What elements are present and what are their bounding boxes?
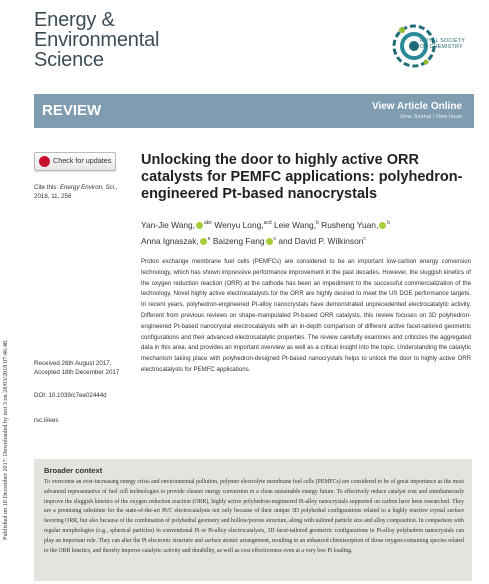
affiliation-marker: e [207,235,211,242]
orcid-icon[interactable] [200,238,207,245]
download-stamp: Published on 18 December 2017. Downloaded by test 3 on 28/03/2018 07:46:48. [2,339,9,540]
check-updates-label: Check for updates [53,156,112,165]
affiliation-marker: b [387,220,391,226]
author-name: Anna Ignaszak, [141,235,199,246]
section-label: REVIEW [42,102,102,119]
journal-title-line: Energy & [34,9,115,31]
orcid-icon[interactable] [379,222,386,229]
author-name: Baizeng Fang [212,235,265,246]
author-name: Rusheng Yuan, [321,219,379,230]
orcid-icon[interactable] [266,238,273,245]
updates-icon [39,156,50,167]
check-for-updates-button[interactable] [34,152,116,171]
journal-issue-links[interactable]: View Journal | View Issue [399,114,462,120]
author-list [141,216,461,248]
broader-context-box [34,459,472,581]
author-name: Yan-Jie Wang, [141,219,195,230]
orcid-icon[interactable] [196,222,203,229]
affiliation-marker: abc [204,220,213,226]
received-dates: Received 26th August 2017, Accepted 18th December 2017 [34,360,120,376]
section-header-bar [34,94,474,128]
publisher-name: ROYAL SOCIETY OF CHEMISTRY [420,38,466,50]
abstract-text: Proton exchange membrane fuel cells (PEMFCs) are considered to be an important low-carbon energy conversion technology, which has shown impressive performance improvement in the past decades. However, the sluggish kinetics of the oxygen reduction reaction (ORR) at the cathode has been an impediment to the successful commercialization of the technology. Novel highly active electrocatalysts for the ORR are highly desired to meet the US DOE performance targets. In recent years, polyhedron-engineered Pt-alloy nanocrystals have demonstrated unprecedented electrocatalytic activity. Different from previous reviews on shape-manipulated Pt-based ORR catalysts, this review focuses on 3D polyhedron-engineered Pt-based nanocrystal electrocatalysts with an in-depth comparison of different active facet-tailored geometric configurations and their advanced electrocatalytic properties. The review carefully examines and criticizes the aggregated data in this area, and provides an important overview as well as a critical insight into the topic. Understanding the catalytic mechanism taking place with polyhedron-designed Pt-based nanocrystals helps to unlock the door to highly active ORR electrocatalysts for PEMFC applications. [141,258,471,373]
article-title: Unlocking the door to highly active ORR catalysts for PEMFC applications: polyhedron-engineered Pt-based nanocrystals [141,152,463,202]
journal-short-link[interactable]: rsc.li/ees [34,417,59,424]
author-name: Wenyu Long, [214,219,264,230]
doi-link[interactable]: DOI: 10.1039/c7ee02444d [34,392,107,399]
journal-title-line: Science [34,49,104,71]
affiliation-marker: c [363,235,366,242]
author-name: Leie Wang, [273,219,317,230]
affiliation-marker: b [316,220,319,226]
author-name: and David P. Wilkinson [278,235,364,246]
view-article-online-link[interactable]: View Article Online [371,101,462,112]
broader-context-text: To overcome an ever-increasing energy crisis and environmental pollution, polymer electrolyte membrane fuel cells (PEMFCs) are considered to be of great importance as the most advanced representative of fuel cell technologies to provide cleaner energy conversion in a clean sustainable energy future. To effectively reduce catalyst cost and simultaneously improve the sluggish kinetics of the oxygen reduction reaction (ORR), highly active polyhedron-engineered Pt-alloy nanocrystals supported on carbon have been researched. They are a promising substitute for the state-of-the-art Pt/C electrocatalysts not only because of their unique 3D polyhedral configurations related to a highly reactive crystal surface favoring ORR, but also because of the combination of polyhedral geometry and hollow/porous structure, along with tailored particle size and alloy composition. In comparison with regular morphologies (e.g., spherical particles) in conventional Pt or Pt-alloy electrocatalysts, 3D facet-tailored geometric configurations in Pt-alloy polyhedron nanocrystals can play an important role. They can alter the Pt electronic structure and surface atomic arrangement, resulting in an enhanced chemisorption of those oxygen-containing species related to the ORR kinetics, and thereby improve catalytic activity and durability, as well as cost effectiveness even at a very low Pt loading. [44,479,464,554]
citation-block: Cite this: Energy Environ. Sci., 2018, 11, 258 [34,184,118,200]
journal-title[interactable] [34,10,159,70]
affiliation-marker: acd [263,220,272,226]
broader-context-heading: Broader context [44,466,103,475]
affiliation-marker: c [273,235,277,242]
journal-title-line: Environmental [34,29,160,51]
